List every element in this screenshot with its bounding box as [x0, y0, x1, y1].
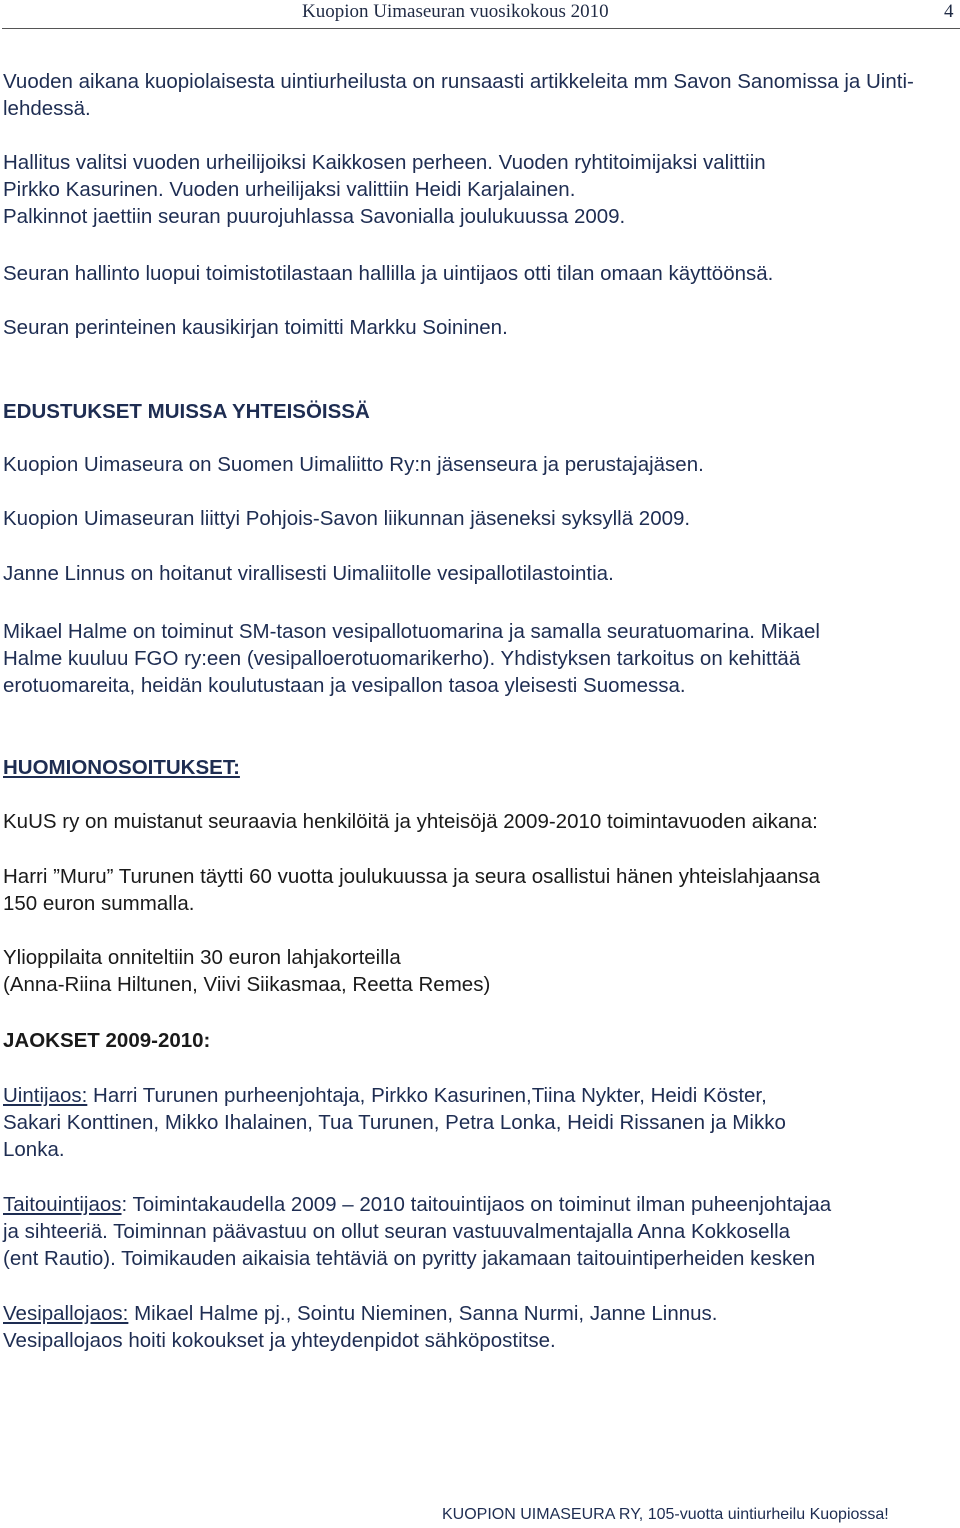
header-title: Kuopion Uimaseuran vuosikokous 2010 — [302, 1, 609, 22]
page-header — [0, 0, 960, 30]
header-divider — [2, 28, 960, 29]
intro-paragraph-seasonbook: Seuran perinteinen kausikirjan toimitti Markku Soininen. — [3, 316, 508, 339]
intro-paragraph-articles: Vuoden aikana kuopiolaisesta uintiurheilusta on runsaasti artikkeleita mm Savon Sanomissa ja Uinti-lehdessä. — [3, 70, 914, 120]
awards-line-2: Pirkko Kasurinen. Vuoden urheilijaksi valittiin Heidi Karjalainen. — [3, 178, 576, 201]
huomionosoitukset-intro: KuUS ry on muistanut seuraavia henkilöitä ja yhteisöjä 2009-2010 toimintavuoden aikana: — [3, 810, 818, 833]
uintijaos-label: Uintijaos: — [3, 1084, 88, 1107]
uintijaos-line-2: Sakari Konttinen, Mikko Ihalainen, Tua Turunen, Petra Lonka, Heidi Rissanen ja Mikko — [3, 1111, 786, 1134]
edustukset-paragraph-2: Kuopion Uimaseuran liittyi Pohjois-Savon liikunnan jäseneksi syksyllä 2009. — [3, 507, 691, 530]
graduates-line-2: (Anna-Riina Hiltunen, Viivi Siikasmaa, Reetta Remes) — [3, 973, 491, 996]
jaokset-taitouintijaos — [3, 1191, 958, 1272]
section-heading-huomionosoitukset: HUOMIONOSOITUKSET: — [3, 756, 240, 779]
taitouintijaos-text-1: : Toimintakaudella 2009 – 2010 taitouintijaos on toiminut ilman puheenjohtajaa — [121, 1193, 832, 1216]
uintijaos-line-1 — [3, 1082, 958, 1109]
edustukset-paragraph-3: Janne Linnus on hoitanut virallisesti Uimaliitolle vesipallotilastointia. — [3, 562, 614, 585]
intro-paragraph-office: Seuran hallinto luopui toimistotilastaan hallilla ja uintijaos otti tilan omaan käyttöönsä. — [3, 262, 774, 285]
awards-line-3: Palkinnot jaettiin seuran puurojuhlassa Savonialla joulukuussa 2009. — [3, 205, 626, 228]
page-footer: KUOPION UIMASEURA RY, 105-vuotta uintiurheilu Kuopiossa! — [442, 1506, 889, 1523]
graduates-line-1: Ylioppilaita onniteltiin 30 euron lahjakorteilla — [3, 946, 401, 969]
taitouintijaos-line-1 — [3, 1191, 958, 1218]
vesipallojaos-members: Mikael Halme pj., Sointu Nieminen, Sanna Nurmi, Janne Linnus. — [128, 1302, 718, 1325]
uintijaos-members-1: Harri Turunen purheenjohtaja, Pirkko Kasurinen,Tiina Nykter, Heidi Köster, — [87, 1084, 767, 1107]
section-heading-edustukset: EDUSTUKSET MUISSA YHTEISÖISSÄ — [3, 400, 370, 423]
intro-paragraph-awards — [3, 149, 958, 230]
edustukset-p4-line-1: Mikael Halme on toiminut SM-tason vesipallotuomarina ja samalla seuratuomarina. Mikael — [3, 620, 820, 643]
taitouintijaos-line-3: (ent Rautio). Toimikauden aikaisia tehtäviä on pyritty jakamaan taitouintiperheiden kesken — [3, 1247, 816, 1270]
vesipallojaos-line-2: Vesipallojaos hoiti kokoukset ja yhteydenpidot sähköpostitse. — [3, 1329, 556, 1352]
taitouintijaos-line-2: ja sihteeriä. Toiminnan päävastuu on ollut seuran vastuuvalmentajalla Anna Kokkosella — [3, 1220, 791, 1243]
section-heading-jaokset: JAOKSET 2009-2010: — [3, 1029, 211, 1052]
edustukset-p4-line-2: Halme kuuluu FGO ry:een (vesipalloerotuomarikerho). Yhdistyksen tarkoitus on kehittää — [3, 647, 801, 670]
jaokset-uintijaos — [3, 1082, 958, 1163]
uintijaos-line-3: Lonka. — [3, 1138, 65, 1161]
huomionosoitukset-paragraph-turunen — [3, 863, 958, 917]
vesipallojaos-label: Vesipallojaos: — [3, 1302, 129, 1325]
turunen-line-2: 150 euron summalla. — [3, 892, 195, 915]
jaokset-vesipallojaos — [3, 1300, 958, 1354]
edustukset-p4-line-3: erotuomareita, heidän koulutustaan ja vesipallon tasoa yleisesti Suomessa. — [3, 674, 686, 697]
page-number: 4 — [944, 1, 954, 22]
taitouintijaos-label: Taitouintijaos — [3, 1193, 122, 1216]
awards-line-1: Hallitus valitsi vuoden urheilijoiksi Kaikkosen perheen. Vuoden ryhtitoimijaksi valittiin — [3, 151, 766, 174]
edustukset-paragraph-4 — [3, 618, 958, 699]
edustukset-paragraph-1: Kuopion Uimaseura on Suomen Uimaliitto Ry:n jäsenseura ja perustajajäsen. — [3, 453, 704, 476]
vesipallojaos-line-1 — [3, 1300, 958, 1327]
huomionosoitukset-paragraph-graduates — [3, 944, 958, 998]
turunen-line-1: Harri ”Muru” Turunen täytti 60 vuotta joulukuussa ja seura osallistui hänen yhteislahjaansa — [3, 865, 821, 888]
